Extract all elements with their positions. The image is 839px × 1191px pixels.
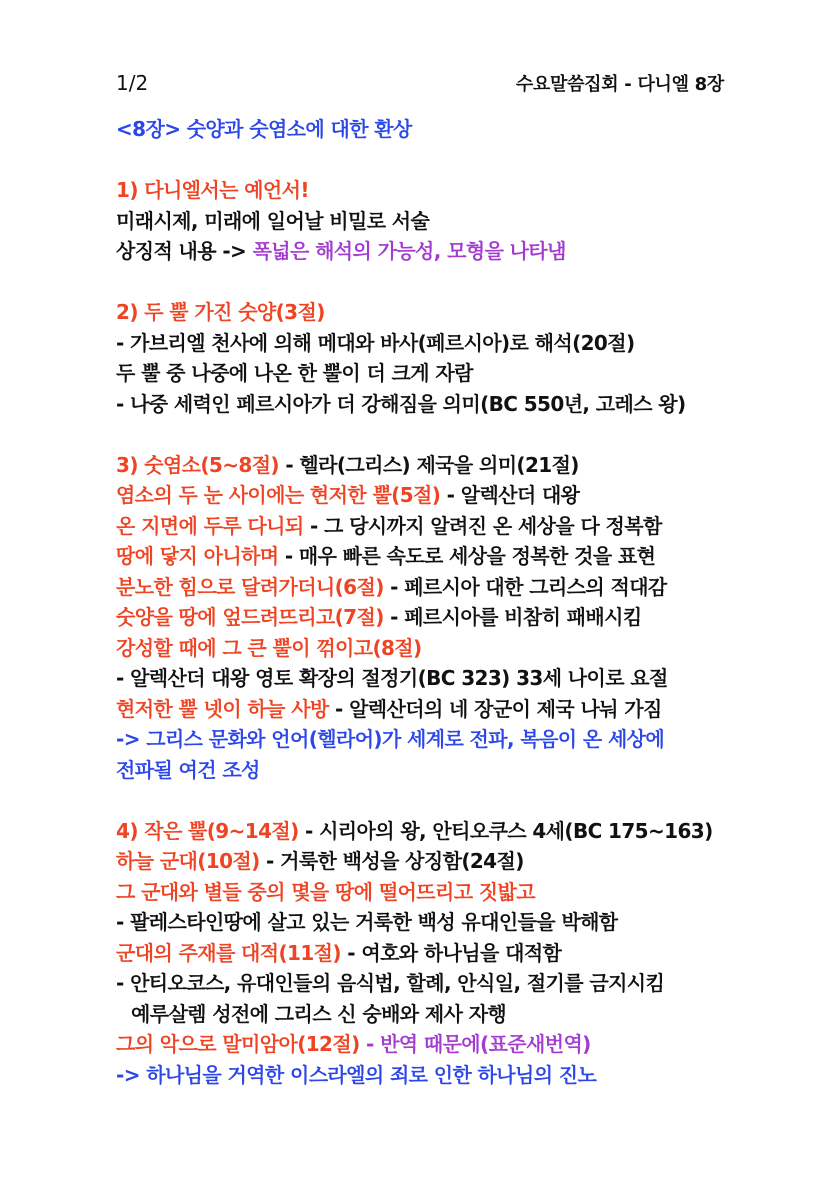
text-line xyxy=(116,1060,739,1091)
text-line xyxy=(116,602,739,633)
text-segment-red: 숫양을 땅에 엎드려뜨리고(7절) xyxy=(116,605,384,629)
text-line xyxy=(116,755,739,786)
text-line xyxy=(116,907,739,938)
text-line xyxy=(116,175,739,206)
text-line xyxy=(116,511,739,542)
text-line xyxy=(116,450,739,481)
text-segment-red: 하늘 군대(10절) xyxy=(116,849,260,873)
document-title: 수요말씀집회 - 다니엘 8장 xyxy=(515,74,724,95)
text-segment-black: 미래시제, 미래에 일어날 비밀로 서술 xyxy=(116,208,430,233)
text-line xyxy=(116,663,739,694)
text-line xyxy=(116,816,739,847)
text-segment-blue: -> 하나님을 거역한 이스라엘의 죄로 인한 하나님의 진노 xyxy=(116,1062,597,1087)
text-line xyxy=(116,297,739,328)
paragraph-gap xyxy=(116,145,739,176)
text-segment-blue: <8장> 숫양과 숫염소에 대한 환상 xyxy=(116,117,412,141)
text-segment-red: 분노한 힘으로 달려가더니(6절) xyxy=(116,574,384,599)
text-segment-black: - 나중 세력인 페르시아가 더 강해짐을 의미(BC 550년, 고레스 왕) xyxy=(116,391,686,416)
text-line xyxy=(116,114,739,145)
text-line xyxy=(116,206,739,237)
text-segment-black: 예루살렘 성전에 그리스 신 숭배와 제사 자행 xyxy=(131,1001,507,1026)
text-segment-purple: - 반역 때문에(표준새번역) xyxy=(359,1032,591,1056)
paragraph-gap xyxy=(116,785,739,816)
text-segment-black: - 안티오코스, 유대인들의 음식법, 할례, 안식일, 절기를 금지시킴 xyxy=(116,971,665,995)
text-line xyxy=(116,694,739,725)
text-line xyxy=(116,877,739,908)
text-segment-red: 염소의 두 눈 사이에는 현저한 뿔(5절) xyxy=(116,483,441,507)
text-line xyxy=(116,389,739,420)
text-segment-red: 현저한 뿔 넷이 하늘 사방 xyxy=(116,696,329,721)
text-line xyxy=(116,999,739,1030)
text-segment-purple: 폭넓은 해석의 가능성, 모형을 나타냄 xyxy=(252,239,566,263)
text-line xyxy=(116,633,739,664)
text-line xyxy=(116,968,739,999)
document-body xyxy=(116,114,739,1090)
text-line xyxy=(116,846,739,877)
text-line xyxy=(116,541,739,572)
text-segment-red: 군대의 주재를 대적(11절) xyxy=(116,940,341,965)
text-segment-red: 그의 악으로 말미암아(12절) xyxy=(116,1032,360,1056)
text-segment-black: - 그 당시까지 알려진 온 세상을 다 정복함 xyxy=(303,513,662,538)
text-segment-red: 3) 숫염소(5~8절) xyxy=(116,452,279,477)
text-segment-black: - 알렉산더 대왕 xyxy=(440,483,580,507)
text-segment-red: 그 군대와 별들 중의 몇을 땅에 떨어뜨리고 짓밟고 xyxy=(116,879,535,904)
text-line xyxy=(116,724,739,755)
text-segment-black: - 헬라(그리스) 제국을 의미(21절) xyxy=(278,452,579,477)
text-segment-black: - 매우 빠른 속도로 세상을 정복한 것을 표현 xyxy=(278,544,656,568)
text-segment-black: - 여호와 하나님을 대적함 xyxy=(340,940,562,965)
text-line xyxy=(116,572,739,603)
text-segment-black: - 알렉산더 대왕 영토 확장의 절정기(BC 323) 33세 나이로 요절 xyxy=(116,666,668,690)
text-segment-blue: 전파될 여건 조성 xyxy=(116,757,260,782)
text-line xyxy=(116,236,739,267)
page-number: 1/2 xyxy=(116,71,149,95)
text-segment-black: - 페르시아 대한 그리스의 적대감 xyxy=(383,574,667,599)
text-segment-black: - 가브리엘 천사에 의해 메대와 바사(페르시아)로 해석(20절) xyxy=(116,330,635,355)
text-segment-black: - 알렉산더의 네 장군이 제국 나눠 가짐 xyxy=(328,696,662,721)
text-segment-red: 땅에 닿지 아니하며 xyxy=(116,544,279,568)
text-segment-black: 상징적 내용 -> xyxy=(116,239,253,263)
text-line xyxy=(116,480,739,511)
text-segment-black: - 팔레스타인땅에 살고 있는 거룩한 백성 유대인들을 박해함 xyxy=(116,910,618,934)
text-segment-red: 온 지면에 두루 다니되 xyxy=(116,513,304,538)
text-segment-black: 두 뿔 중 나중에 나온 한 뿔이 더 크게 자람 xyxy=(116,361,473,385)
page-header xyxy=(116,70,724,96)
paragraph-gap xyxy=(116,267,739,298)
text-line xyxy=(116,358,739,389)
text-line xyxy=(116,328,739,359)
text-line xyxy=(116,1029,739,1060)
text-segment-black: - 거룩한 백성을 상징함(24절) xyxy=(259,849,524,873)
text-segment-red: 1) 다니엘서는 예언서! xyxy=(116,178,309,202)
text-segment-red: 2) 두 뿔 가진 숫양(3절) xyxy=(116,300,325,324)
text-segment-black: - 페르시아를 비참히 패배시킴 xyxy=(383,605,642,629)
text-segment-black: - 시리아의 왕, 안티오쿠스 4세(BC 175~163) xyxy=(298,818,713,843)
paragraph-gap xyxy=(116,419,739,450)
text-segment-red: 4) 작은 뿔(9~14절) xyxy=(116,818,299,843)
text-segment-red: 강성할 때에 그 큰 뿔이 꺾이고(8절) xyxy=(116,635,422,660)
text-segment-blue: -> 그리스 문화와 언어(헬라어)가 세계로 전파, 복음이 온 세상에 xyxy=(116,727,665,751)
text-line xyxy=(116,938,739,969)
